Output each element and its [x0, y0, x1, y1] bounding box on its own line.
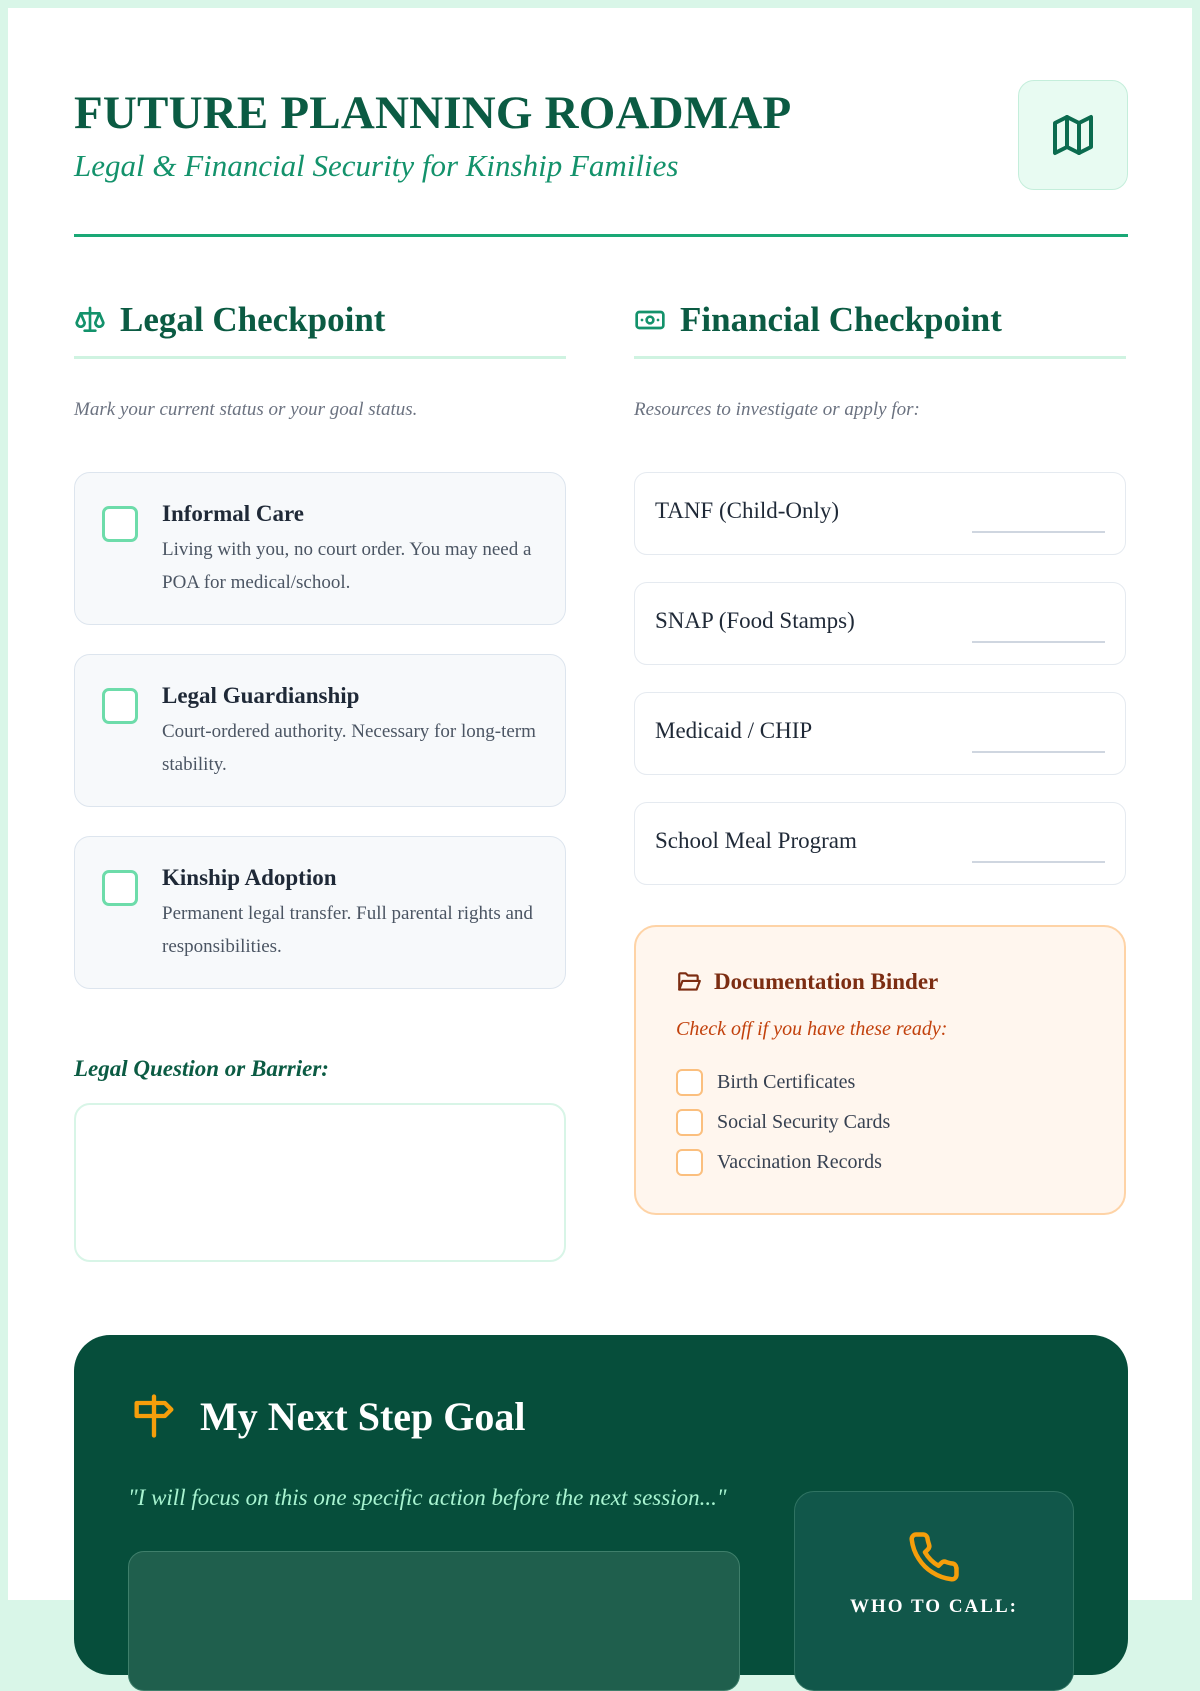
social-security-cards-checkbox[interactable] [676, 1109, 703, 1136]
binder-item[interactable] [676, 1148, 882, 1176]
page-header [74, 80, 1128, 237]
folder-open-icon [676, 969, 702, 995]
binder-item[interactable] [676, 1068, 855, 1096]
resource-row [634, 802, 1126, 885]
legal-question-label: Legal Question or Barrier: [74, 1056, 329, 1081]
goal-prompt: "I will focus on this one specific action before the next session..." [128, 1485, 727, 1510]
legal-question-input[interactable] [74, 1103, 566, 1262]
option-legal-guardianship[interactable] [74, 654, 566, 807]
binder-item-label: Birth Certificates [717, 1070, 856, 1093]
signpost-icon [128, 1390, 180, 1442]
goal-header [128, 1390, 526, 1442]
financial-section-header [634, 298, 1126, 359]
binder-title: Documentation Binder [714, 969, 939, 994]
binder-subtitle: Check off if you have these ready: [676, 1018, 948, 1040]
resource-name: School Meal Program [655, 828, 857, 853]
binder-item-label: Social Security Cards [717, 1110, 891, 1133]
financial-checkpoint-section [634, 298, 1126, 1173]
legal-hint: Mark your current status or your goal status. [74, 399, 418, 420]
legal-section-header [74, 298, 566, 359]
binder-item[interactable] [676, 1108, 890, 1136]
option-title: Informal Care [162, 501, 305, 526]
option-description: Living with you, no court order. You may need a POA for medical/school. [162, 539, 532, 593]
option-description: Permanent legal transfer. Full parental rights and responsibilities. [162, 903, 533, 957]
resource-entry-line[interactable] [972, 861, 1105, 863]
resource-name: Medicaid / CHIP [655, 718, 813, 743]
page-subtitle: Legal & Financial Security for Kinship Families [74, 148, 679, 183]
binder-item-label: Vaccination Records [717, 1150, 882, 1173]
money-icon [634, 304, 666, 336]
informal-care-checkbox[interactable] [102, 506, 138, 542]
worksheet-page [8, 8, 1192, 1617]
binder-header [676, 969, 938, 995]
resource-row [634, 472, 1126, 555]
documentation-binder [634, 925, 1126, 1215]
resource-name: SNAP (Food Stamps) [655, 608, 855, 633]
legal-guardianship-checkbox[interactable] [102, 688, 138, 724]
resource-entry-line[interactable] [972, 641, 1105, 643]
option-title: Legal Guardianship [162, 683, 360, 708]
option-description: Court-ordered authority. Necessary for long-term stability. [162, 721, 536, 775]
who-to-call-label: WHO TO CALL: [850, 1596, 1018, 1617]
resource-row [634, 692, 1126, 775]
birth-certificates-checkbox[interactable] [676, 1069, 703, 1096]
legal-checkpoint-section [74, 298, 566, 1081]
vaccination-records-checkbox[interactable] [676, 1149, 703, 1176]
who-to-call-card[interactable] [794, 1491, 1074, 1691]
option-informal-care[interactable] [74, 472, 566, 625]
kinship-adoption-checkbox[interactable] [102, 870, 138, 906]
resource-row [634, 582, 1126, 665]
financial-section-title: Financial Checkpoint [680, 300, 1002, 339]
option-title: Kinship Adoption [162, 865, 337, 890]
financial-hint: Resources to investigate or apply for: [634, 399, 920, 420]
page-title: FUTURE PLANNING ROADMAP [74, 87, 792, 139]
goal-title: My Next Step Goal [200, 1393, 526, 1439]
resource-entry-line[interactable] [972, 751, 1105, 753]
map-badge [1018, 80, 1128, 190]
map-icon [1049, 111, 1097, 159]
resource-entry-line[interactable] [972, 531, 1105, 533]
resource-name: TANF (Child-Only) [655, 498, 840, 523]
option-kinship-adoption[interactable] [74, 836, 566, 989]
next-step-goal-panel [74, 1335, 1128, 1675]
goal-input[interactable] [128, 1551, 740, 1691]
scale-icon [74, 304, 106, 336]
phone-icon [907, 1530, 961, 1584]
legal-section-title: Legal Checkpoint [120, 300, 386, 339]
